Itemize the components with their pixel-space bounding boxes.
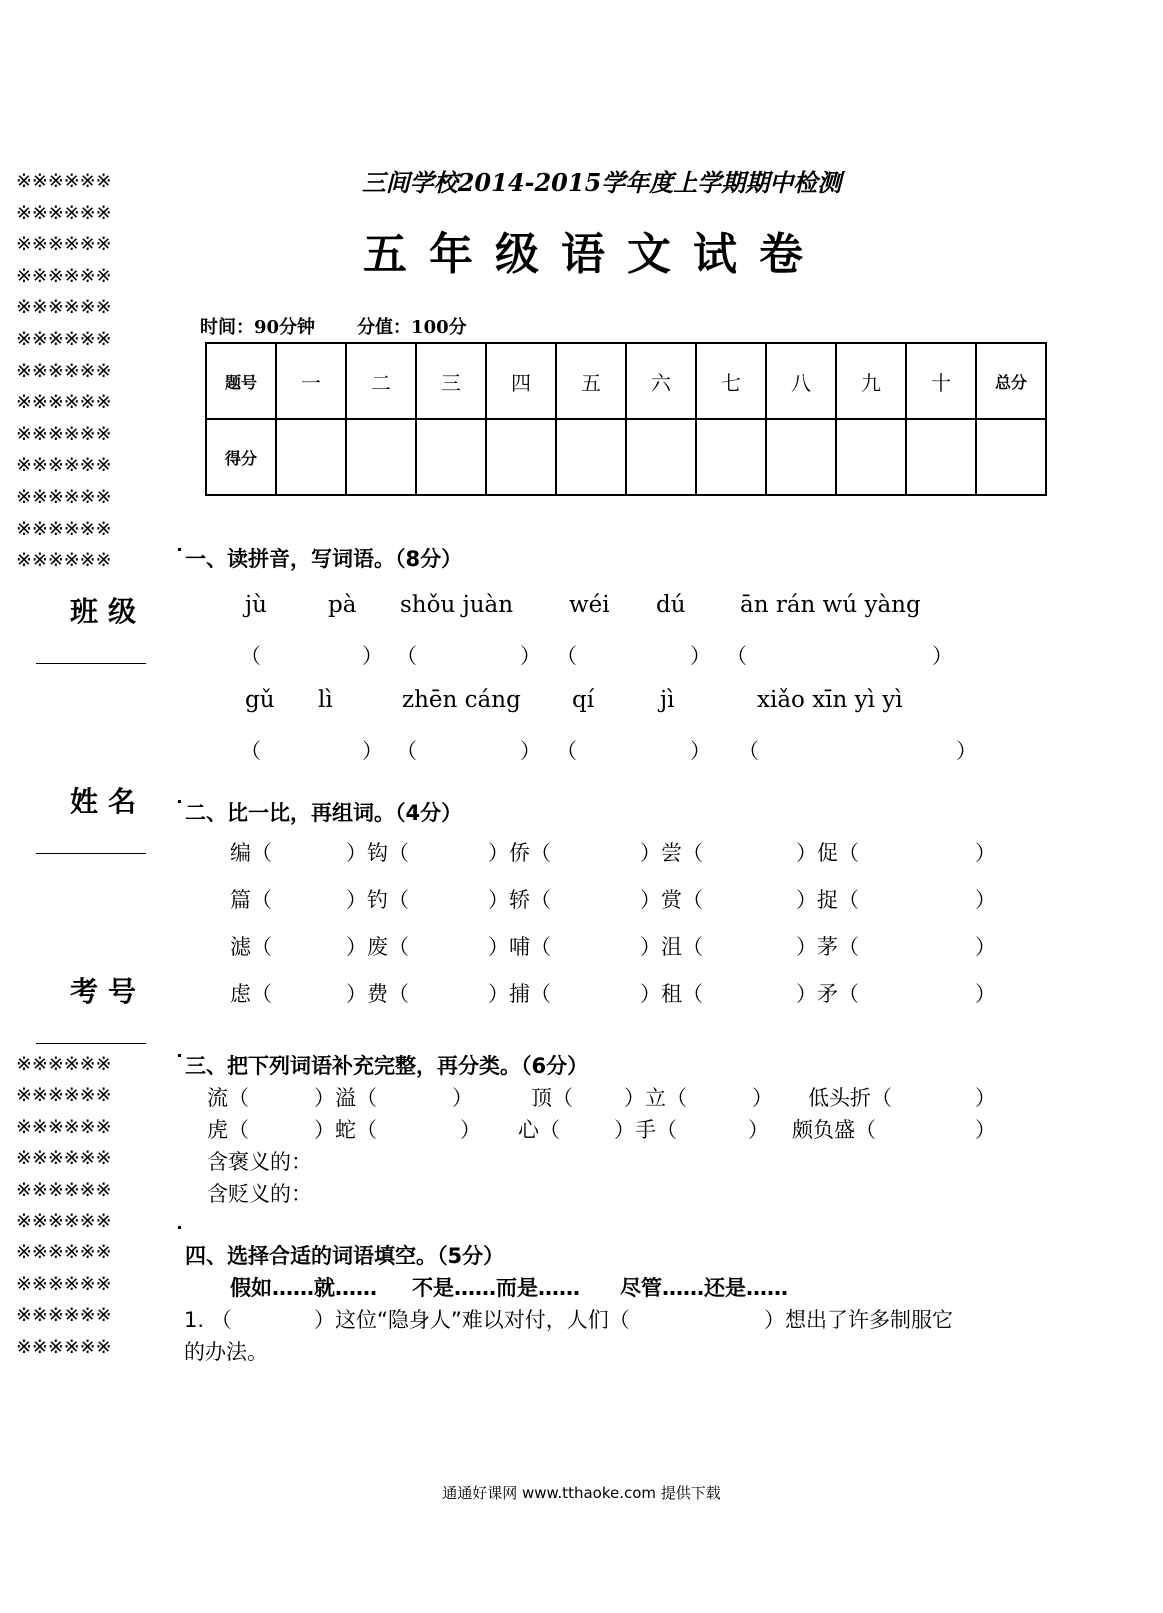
margin-stars-row: ※※※※※※ bbox=[16, 1084, 112, 1107]
pinyin: jì bbox=[660, 687, 675, 713]
derog-label: 含贬义的： bbox=[207, 1182, 312, 1206]
score-table-row-label: 得分 bbox=[206, 419, 276, 495]
compare-cell: ）捕（ bbox=[488, 982, 551, 1006]
score-col-3: 三 bbox=[416, 343, 486, 419]
blank-open: （ bbox=[396, 644, 417, 668]
score-col-10: 十 bbox=[906, 343, 976, 419]
margin-stars-row: ※※※※※※ bbox=[16, 454, 112, 477]
margin-dot bbox=[178, 1226, 181, 1229]
margin-stars-row: ※※※※※※ bbox=[16, 233, 112, 256]
score-cell[interactable] bbox=[766, 419, 836, 495]
blank-close: ） bbox=[520, 644, 541, 668]
score-table-row-label: 题号 bbox=[206, 343, 276, 419]
blank-open: （ bbox=[396, 739, 417, 763]
compare-cell: ）捉（ bbox=[796, 888, 859, 912]
word-option: 不是……而是…… bbox=[412, 1276, 580, 1300]
score-col-6: 六 bbox=[626, 343, 696, 419]
idiom-part: ） bbox=[752, 1086, 773, 1110]
compare-cell: 篇（ bbox=[230, 888, 272, 912]
margin-stars-row: ※※※※※※ bbox=[16, 391, 112, 414]
compare-cell: ） bbox=[975, 982, 996, 1006]
margin-stars-row: ※※※※※※ bbox=[16, 422, 112, 445]
score-table bbox=[205, 342, 1047, 496]
score-table-score-row bbox=[206, 419, 1046, 495]
margin-stars-row: ※※※※※※ bbox=[16, 170, 112, 192]
margin-dot bbox=[178, 548, 181, 551]
class-field-line[interactable] bbox=[36, 663, 146, 664]
blank-close: ） bbox=[362, 644, 383, 668]
margin-stars-row: ※※※※※※ bbox=[16, 359, 112, 382]
compare-cell: ）矛（ bbox=[796, 982, 859, 1006]
compare-cell: 滤（ bbox=[230, 935, 272, 959]
score-col-2: 二 bbox=[346, 343, 416, 419]
blank-open: （ bbox=[726, 644, 747, 668]
margin-stars-row: ※※※※※※ bbox=[16, 1304, 112, 1327]
margin-dot bbox=[178, 1054, 181, 1057]
score-table-header-row bbox=[206, 343, 1046, 419]
score-col-5: 五 bbox=[556, 343, 626, 419]
margin-stars-row: ※※※※※※ bbox=[16, 296, 112, 319]
pinyin: shǒu juàn bbox=[400, 592, 514, 618]
word-option: 假如……就…… bbox=[230, 1276, 377, 1300]
word-option: 尽管……还是…… bbox=[620, 1276, 788, 1300]
blank-close: ） bbox=[690, 739, 711, 763]
margin-stars-row: ※※※※※※ bbox=[16, 201, 112, 224]
blank-open: （ bbox=[738, 739, 759, 763]
margin-stars-row: ※※※※※※ bbox=[16, 1053, 112, 1075]
pinyin: xiǎo xīn yì yì bbox=[757, 687, 903, 713]
compare-cell: ） bbox=[975, 888, 996, 912]
score-cell[interactable] bbox=[346, 419, 416, 495]
blank-close: ） bbox=[690, 644, 711, 668]
compare-cell: ）促（ bbox=[796, 841, 859, 865]
class-label: 班级 bbox=[70, 595, 147, 628]
margin-stars-row: ※※※※※※ bbox=[16, 486, 112, 508]
score-cell[interactable] bbox=[696, 419, 766, 495]
score-cell[interactable] bbox=[836, 419, 906, 495]
idiom-part: ） bbox=[748, 1118, 769, 1142]
section-2-title: 二、比一比，再组词。（4分） bbox=[185, 801, 463, 825]
compare-cell: ）废（ bbox=[346, 935, 409, 959]
idiom-part: ） bbox=[975, 1086, 996, 1110]
question-1-part: 的办法。 bbox=[184, 1340, 268, 1364]
school-subtitle: 三间学校2014-2015学年度上学期期中检测 bbox=[361, 168, 842, 197]
idiom-part: 虎（ bbox=[207, 1118, 249, 1142]
margin-stars-row: ※※※※※※ bbox=[16, 517, 112, 540]
score-cell[interactable] bbox=[486, 419, 556, 495]
name-label: 姓名 bbox=[70, 785, 147, 818]
blank-open: （ bbox=[556, 644, 577, 668]
section-1-title: 一、读拼音，写词语。（8分） bbox=[185, 547, 463, 571]
pinyin: jù bbox=[245, 592, 267, 618]
compare-cell: ）轿（ bbox=[488, 888, 551, 912]
pinyin: gǔ bbox=[245, 687, 275, 713]
idiom-part: ） bbox=[460, 1118, 481, 1142]
margin-stars-row: ※※※※※※ bbox=[16, 1272, 112, 1295]
blank-open: （ bbox=[240, 644, 261, 668]
idiom-part: ）手（ bbox=[614, 1118, 677, 1142]
compare-cell: ）侨（ bbox=[488, 841, 551, 865]
margin-stars-row: ※※※※※※ bbox=[16, 328, 112, 350]
score-col-4: 四 bbox=[486, 343, 556, 419]
score-col-1: 一 bbox=[276, 343, 346, 419]
idiom-part: ） bbox=[975, 1118, 996, 1142]
idiom-part: ）溢（ bbox=[314, 1086, 377, 1110]
pinyin: zhēn cáng bbox=[402, 687, 521, 713]
score-cell[interactable] bbox=[556, 419, 626, 495]
pinyin: dú bbox=[656, 592, 686, 618]
idiom-part: 低头折（ bbox=[808, 1086, 892, 1110]
compare-cell: ）赏（ bbox=[640, 888, 703, 912]
score-cell[interactable] bbox=[416, 419, 486, 495]
compare-cell: ）哺（ bbox=[488, 935, 551, 959]
compare-cell: ）租（ bbox=[640, 982, 703, 1006]
idiom-part: 顶（ bbox=[531, 1086, 573, 1110]
margin-stars-row: ※※※※※※ bbox=[16, 1115, 112, 1138]
blank-open: （ bbox=[556, 739, 577, 763]
margin-stars-row: ※※※※※※ bbox=[16, 1241, 112, 1264]
margin-stars-row: ※※※※※※ bbox=[16, 1335, 112, 1358]
footer-credit: 通通好课网 www.tthaoke.com 提供下载 bbox=[442, 1484, 721, 1502]
score-col-total: 总分 bbox=[976, 343, 1046, 419]
exam-id-label: 考号 bbox=[70, 975, 147, 1008]
blank-close: ） bbox=[956, 739, 977, 763]
compare-cell: ） bbox=[975, 841, 996, 865]
name-field-line[interactable] bbox=[36, 853, 146, 854]
margin-stars-row: ※※※※※※ bbox=[16, 1178, 112, 1201]
margin-stars-row: ※※※※※※ bbox=[16, 1210, 112, 1232]
compare-cell: ） bbox=[975, 935, 996, 959]
praise-label: 含褒义的： bbox=[207, 1150, 312, 1174]
score-col-8: 八 bbox=[766, 343, 836, 419]
section-4-title: 四、选择合适的词语填空。（5分） bbox=[185, 1244, 505, 1268]
page-title: 五年级语文试卷 bbox=[363, 229, 825, 280]
pinyin: qí bbox=[572, 687, 595, 713]
idiom-part: ） bbox=[452, 1086, 473, 1110]
idiom-part: 颇负盛（ bbox=[792, 1118, 876, 1142]
compare-cell: ）费（ bbox=[346, 982, 409, 1006]
score-col-7: 七 bbox=[696, 343, 766, 419]
margin-stars-row: ※※※※※※ bbox=[16, 264, 112, 287]
idiom-part: ）立（ bbox=[624, 1086, 687, 1110]
exam-score: 分值：100分 bbox=[357, 317, 467, 338]
pinyin: lì bbox=[318, 687, 333, 713]
section-3-title: 三、把下列词语补充完整，再分类。（6分） bbox=[185, 1054, 589, 1078]
compare-cell: ）钓（ bbox=[346, 888, 409, 912]
blank-close: ） bbox=[520, 739, 541, 763]
score-cell[interactable] bbox=[626, 419, 696, 495]
compare-cell: ）茅（ bbox=[796, 935, 859, 959]
exam-time: 时间：90分钟 bbox=[200, 317, 316, 338]
score-cell[interactable] bbox=[906, 419, 976, 495]
compare-cell: 虑（ bbox=[230, 982, 272, 1006]
exam-meta bbox=[200, 313, 467, 339]
question-1-part: ）想出了许多制服它 bbox=[764, 1308, 953, 1332]
blank-close: ） bbox=[362, 739, 383, 763]
compare-cell: 编（ bbox=[230, 841, 272, 865]
blank-open: （ bbox=[240, 739, 261, 763]
margin-dot bbox=[178, 800, 181, 803]
margin-stars-row: ※※※※※※ bbox=[16, 1147, 112, 1170]
pinyin: pà bbox=[328, 592, 357, 618]
compare-cell: ）沮（ bbox=[640, 935, 703, 959]
idiom-part: 流（ bbox=[207, 1086, 249, 1110]
idiom-part: 心（ bbox=[518, 1118, 560, 1142]
question-1-part: 1. （ bbox=[184, 1308, 232, 1332]
score-cell[interactable] bbox=[976, 419, 1046, 495]
pinyin: wéi bbox=[569, 592, 610, 618]
pinyin: ān rán wú yàng bbox=[740, 592, 921, 618]
compare-cell: ）尝（ bbox=[640, 841, 703, 865]
margin-stars-row: ※※※※※※ bbox=[16, 549, 112, 572]
blank-close: ） bbox=[932, 644, 953, 668]
question-1-part: ）这位“隐身人”难以对付，人们（ bbox=[314, 1308, 630, 1332]
compare-cell: ）钩（ bbox=[346, 841, 409, 865]
idiom-part: ）蛇（ bbox=[314, 1118, 377, 1142]
score-col-9: 九 bbox=[836, 343, 906, 419]
score-cell[interactable] bbox=[276, 419, 346, 495]
exam-id-field-line[interactable] bbox=[36, 1043, 146, 1044]
